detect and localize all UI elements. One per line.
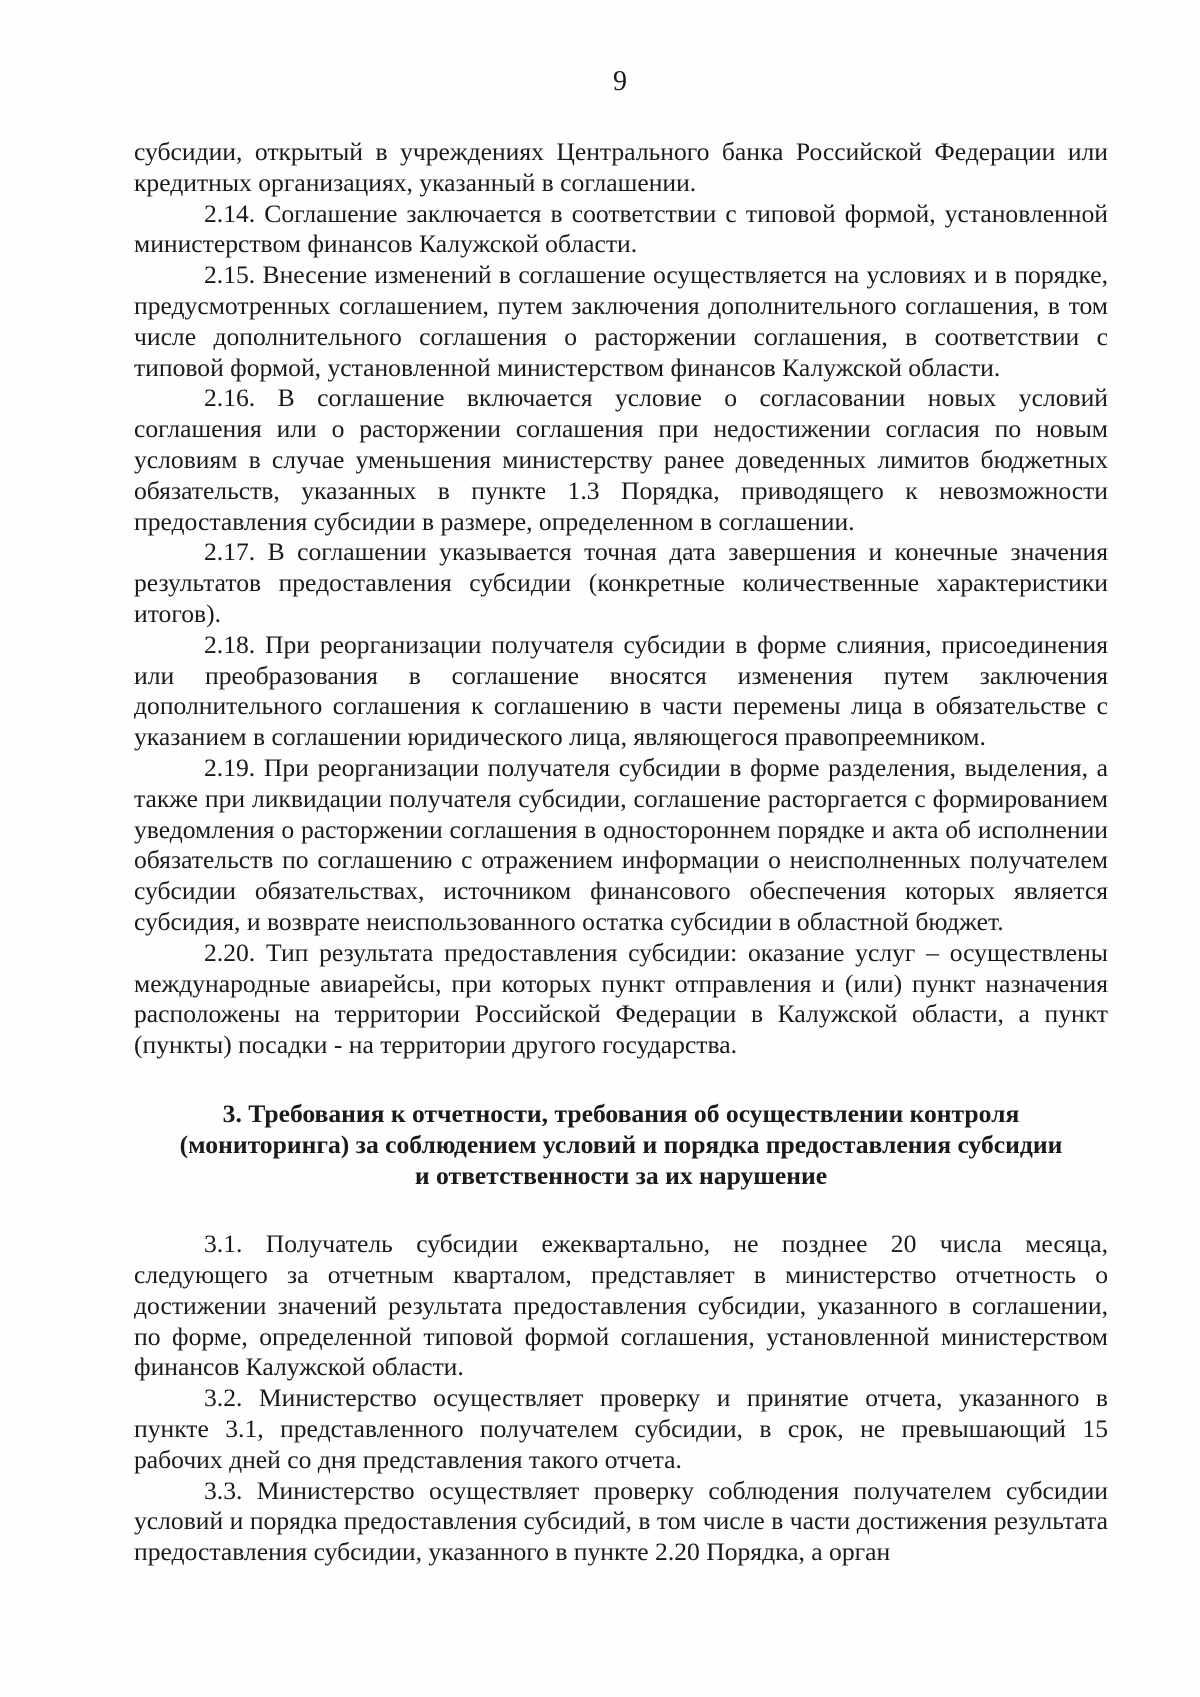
- paragraph-3-3: 3.3. Министерство осуществляет проверку соблюдения получателем субсидии условий и порядка предоставления субсидий, в том числе в части достижения результата предоставления субсидии, указанного в пункте 2.20 Порядка, а орган: [134, 1475, 1108, 1567]
- section-heading-line-3: и ответственности за их нарушение: [414, 1160, 828, 1190]
- paragraph-2-17: 2.17. В соглашении указывается точная дата завершения и конечные значения результатов предоставления субсидии (конкретные количественные характеристики итогов).: [134, 537, 1108, 628]
- section-heading-line-1: 3. Требования к отчетности, требования об осуществлении контроля: [222, 1098, 1020, 1128]
- paragraph-2-16: 2.16. В соглашение включается условие о согласовании новых условий соглашения или о расторжении соглашения при недостижении согласия по новым условиям в случае уменьшения министерству ранее доведенных лимитов бюджетных обязательств, указанных в пункте 1.3 Порядка, приводящего к невозможности предоставления субсидии в размере, определенном в соглашении.: [134, 383, 1108, 536]
- paragraph-2-19: 2.19. При реорганизации получателя субсидии в форме разделения, выделения, а также при ликвидации получателя субсидии, соглашение расторгается с формированием уведомления о расторжении соглашения в одностороннем порядке и акта об исполнении обязательств по соглашению с отражением информации о неисполненных получателем субсидии обязательствах, источником финансового обеспечения которых является субсидия, и возврате неиспользованного остатка субсидии в областной бюджет.: [134, 752, 1108, 936]
- paragraph-2-18: 2.18. При реорганизации получателя субсидии в форме слияния, присоединения или преобразования в соглашение вносятся изменения путем заключения дополнительного соглашения к соглашению в части перемены лица в обязательстве с указанием в соглашении юридического лица, являющегося правопреемником.: [134, 629, 1108, 752]
- section-3-heading: [134, 1099, 1108, 1191]
- document-body: [134, 137, 1108, 1568]
- section-heading-line-2: (мониторинга) за соблюдением условий и порядка предоставления субсидии: [179, 1129, 1063, 1159]
- paragraph-3-1: 3.1. Получатель субсидии ежеквартально, не позднее 20 числа месяца, следующего за отчетным кварталом, представляет в министерство отчетность о достижении значений результата предоставления субсидии, указанного в соглашении, по форме, определенной типовой формой соглашения, установленной министерством финансов Калужской области.: [134, 1229, 1108, 1382]
- paragraph-2-14: 2.14. Соглашение заключается в соответствии с типовой формой, установленной министерством финансов Калужской области.: [134, 198, 1108, 259]
- paragraph-continuation: субсидии, открытый в учреждениях Центрального банка Российской Федерации или кредитных организациях, указанный в соглашении.: [134, 137, 1108, 197]
- page-number: 9: [613, 66, 627, 97]
- paragraph-3-2: 3.2. Министерство осуществляет проверку и принятие отчета, указанного в пункте 3.1, представленного получателем субсидии, в срок, не превышающий 15 рабочих дней со дня представления такого отчета.: [134, 1383, 1108, 1474]
- paragraph-2-15: 2.15. Внесение изменений в соглашение осуществляется на условиях и в порядке, предусмотренных соглашением, путем заключения дополнительного соглашения, в том числе дополнительного соглашения о расторжении соглашения, в соответствии с типовой формой, установленной министерством финансов Калужской области.: [134, 260, 1108, 382]
- paragraph-2-20: 2.20. Тип результата предоставления субсидии: оказание услуг – осуществлены международные авиарейсы, при которых пункт отправления и (или) пункт назначения расположены на территории Российской Федерации в Калужской области, а пункт (пункты) посадки - на территории другого государства.: [134, 937, 1108, 1060]
